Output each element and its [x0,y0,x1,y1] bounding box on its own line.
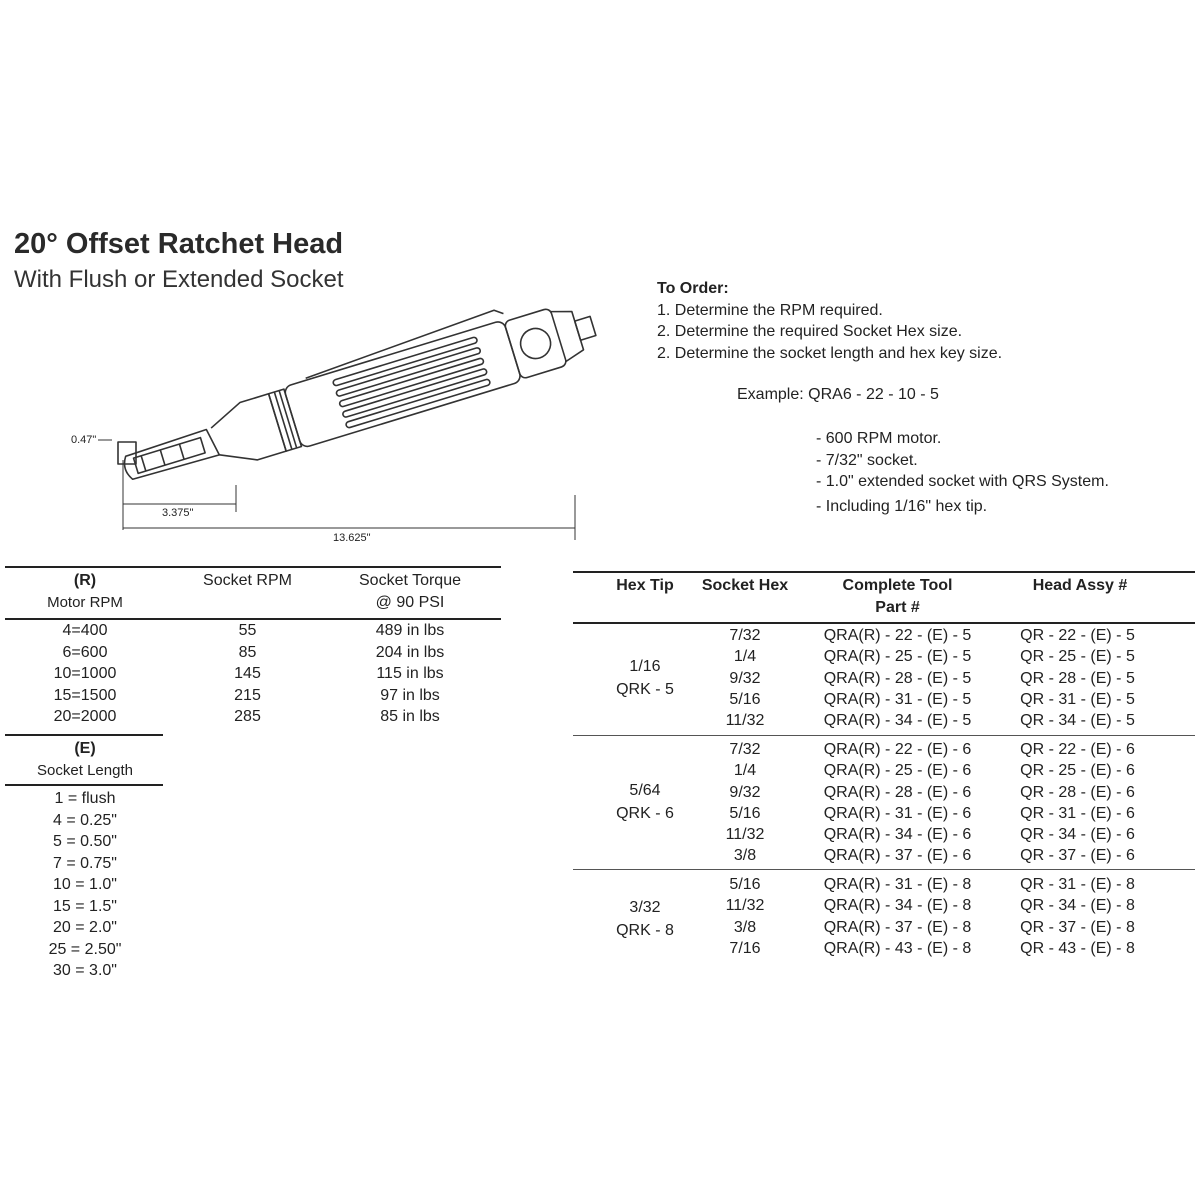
example-note: - 1.0" extended socket with QRS System. [816,473,1109,490]
table-cell: QRA(R) - 25 - (E) - 6 [823,762,972,780]
socket-hex-column [690,874,800,959]
table-cell: 1/4 [733,762,757,780]
head-assy-column [995,739,1160,867]
motor-rpm-column [5,620,165,728]
group-divider [573,869,1195,870]
torque-header-psi: @ 90 PSI [375,594,445,611]
valve-circle [517,325,554,362]
order-example [737,386,939,404]
table-cell: QR - 37 - (E) - 8 [1020,918,1135,936]
table-cell: 4=400 [62,622,108,639]
table-cell: 115 in lbs [376,665,444,682]
socket-rpm-header: Socket RPM [203,572,292,589]
table-cell: QRA(R) - 34 - (E) - 8 [823,897,972,915]
part-number-column [805,625,990,731]
dimension-height: 0.47" [71,434,97,446]
example-notes [816,428,1109,517]
table-cell: QR - 31 - (E) - 6 [1020,804,1135,822]
table-cell: QRA(R) - 31 - (E) - 5 [823,690,972,708]
table-cell: 7/32 [729,627,761,644]
hex-tip-kit: QRK - 8 [616,922,674,939]
dimension-long: 13.625" [333,532,371,544]
table-cell: 3/8 [733,847,757,865]
hex-tip-kit: QRK - 5 [616,681,674,698]
table-cell: QRA(R) - 37 - (E) - 6 [823,847,972,865]
ratchet-tool-drawing [60,290,600,550]
motor-code-header: (R) [73,572,97,589]
table-cell: 55 [238,622,257,639]
table-cell: 85 in lbs [380,708,440,725]
table-cell: 7 = 0.75" [53,854,117,872]
part-number-header: Part # [875,599,920,616]
table-cell: QRA(R) - 34 - (E) - 5 [823,712,972,730]
table-cell: 145 [234,665,261,682]
page-title: 20° Offset Ratchet Head [14,228,344,260]
table-cell: 15 = 1.5" [53,897,117,915]
table-cell: 4 = 0.25" [53,811,117,829]
table-cell: QRA(R) - 31 - (E) - 8 [823,876,972,893]
table-cell: 9/32 [729,783,761,801]
table-cell: QR - 31 - (E) - 5 [1020,690,1135,708]
length-code-header: (E) [74,740,96,757]
socket-hex-column [690,625,800,731]
table-cell: 20=2000 [53,708,117,725]
torque-header: Socket Torque [359,572,461,589]
grip-outline [283,320,522,448]
table-cell: QR - 22 - (E) - 5 [1020,627,1135,644]
example-note: - Including 1/16" hex tip. [816,497,988,515]
table-cell: QRA(R) - 34 - (E) - 6 [823,826,972,844]
socket-rpm-column [170,620,325,728]
table-cell: 10 = 1.0" [53,876,117,893]
length-table-top-rule [5,734,163,736]
parts-table-top-rule [573,571,1195,573]
table-cell: 11/32 [725,826,765,844]
motor-housing-outline [504,308,567,379]
air-inlet [575,316,596,340]
head-assy-header: Head Assy # [1032,577,1128,594]
table-cell: 97 in lbs [380,686,440,704]
table-cell: QRA(R) - 22 - (E) - 5 [823,627,972,644]
hex-tip-size: 3/32 [629,899,661,916]
complete-tool-header: Complete Tool [842,577,953,594]
hex-tip-size: 1/16 [629,658,661,675]
table-cell: QRA(R) - 28 - (E) - 6 [823,783,972,801]
motor-rpm-header: Motor RPM [47,594,123,611]
table-cell: 204 in lbs [375,643,445,661]
table-cell: 5 = 0.50" [53,833,117,850]
order-step: 2. Determine the required Socket Hex size. [657,323,963,340]
table-cell: 489 in lbs [375,622,445,639]
table-cell: 11/32 [725,712,765,730]
table-cell: 25 = 2.50" [48,940,122,958]
table-cell: 11/32 [725,897,765,915]
example-note: - 600 RPM motor. [816,430,942,447]
socket-hex-header: Socket Hex [701,577,789,594]
table-cell: QR - 28 - (E) - 6 [1020,783,1135,801]
hex-tip-group [590,655,700,701]
hex-tip-kit: QRK - 6 [616,805,674,822]
table-cell: QR - 31 - (E) - 8 [1020,876,1135,893]
hex-tip-size: 5/64 [629,782,661,799]
length-label-header: Socket Length [37,762,133,779]
order-heading: To Order: [657,280,729,297]
table-cell: 5/16 [729,876,761,893]
hex-tip-group [590,779,700,825]
group-divider [573,735,1195,736]
table-cell: QRA(R) - 22 - (E) - 6 [823,741,972,758]
table-cell: 285 [234,708,261,725]
page-subtitle: With Flush or Extended Socket [14,266,344,293]
collar-outline [269,389,302,451]
length-table-header-rule [5,784,163,786]
table-cell: QR - 37 - (E) - 6 [1020,847,1135,865]
table-cell: 20 = 2.0" [53,919,117,936]
table-cell: 10=1000 [53,665,117,682]
socket-length-column [5,788,165,982]
part-number-column [805,874,990,959]
table-cell: 1/4 [733,648,757,666]
table-cell: QR - 34 - (E) - 5 [1020,712,1135,730]
motor-table-top-rule [5,566,501,568]
table-cell: 7/32 [729,741,761,758]
table-cell: QR - 28 - (E) - 5 [1020,669,1135,687]
table-cell: 6=600 [62,643,108,661]
table-cell: QR - 34 - (E) - 8 [1020,897,1135,915]
table-cell: 15=1500 [53,686,117,704]
table-cell: 215 [234,686,261,704]
table-cell: 5/16 [729,690,761,708]
table-cell: QRA(R) - 31 - (E) - 6 [823,804,972,822]
order-instructions [657,278,1002,364]
table-cell: QR - 34 - (E) - 6 [1020,826,1135,844]
table-cell: 1 = flush [54,790,116,807]
order-step: 2. Determine the socket length and hex key size. [657,344,1003,362]
order-step: 1. Determine the RPM required. [657,301,883,319]
table-cell: 7/16 [729,939,761,957]
table-cell: 3/8 [733,918,757,936]
dimension-short: 3.375" [162,507,194,519]
table-cell: QR - 43 - (E) - 8 [1020,939,1135,957]
hex-tip-group [590,896,700,942]
torque-column [330,620,490,728]
table-cell: QRA(R) - 37 - (E) - 8 [823,918,972,936]
table-cell: QRA(R) - 25 - (E) - 5 [823,648,972,666]
table-cell: 30 = 3.0" [53,962,117,979]
parts-table-header-rule [573,622,1195,624]
part-number-column [805,739,990,867]
example-note: - 7/32" socket. [816,451,918,469]
table-cell: 85 [238,643,257,661]
example-label: Example: [737,386,804,403]
example-code: QRA6 - 22 - 10 - 5 [808,386,939,403]
table-cell: QRA(R) - 43 - (E) - 8 [823,939,972,957]
head-assy-column [995,625,1160,731]
hex-tip-header: Hex Tip [616,577,674,594]
table-cell: QR - 25 - (E) - 5 [1020,648,1135,666]
socket-hex-column [690,739,800,867]
table-cell: 5/16 [729,804,761,822]
table-cell: 9/32 [729,669,761,687]
table-cell: QRA(R) - 28 - (E) - 5 [823,669,972,687]
table-cell: QR - 22 - (E) - 6 [1020,741,1135,758]
table-cell: QR - 25 - (E) - 6 [1020,762,1135,780]
head-assy-column [995,874,1160,959]
